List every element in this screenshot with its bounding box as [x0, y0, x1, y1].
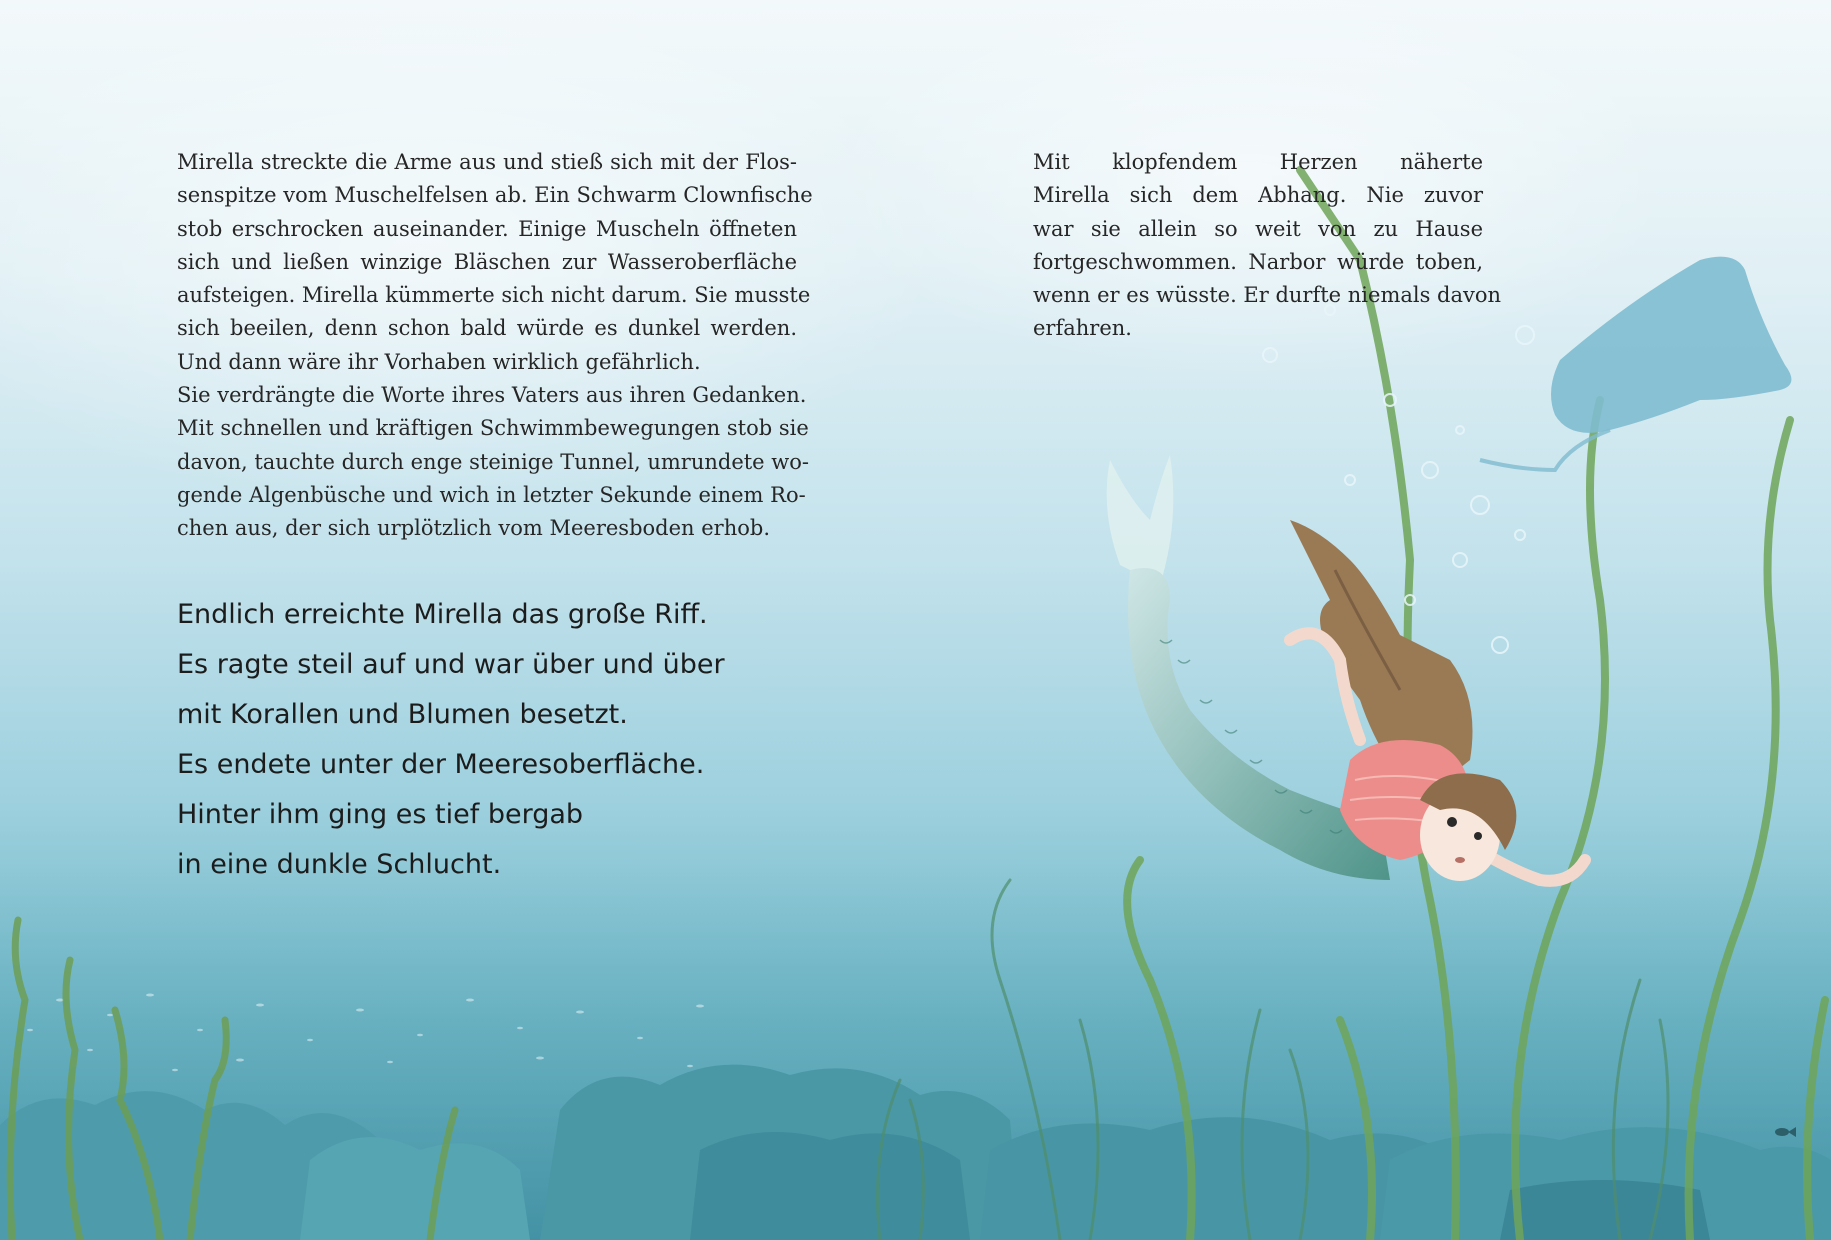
poem-text — [177, 590, 725, 890]
poem-line: mit Korallen und Blumen besetzt. — [177, 699, 628, 730]
text-line: senspitze vom Muschelfelsen ab. Ein Schwarm Clownfische — [177, 183, 813, 208]
text-line: Mirella streckte die Arme aus und stieß sich mit der Flos- — [177, 150, 797, 174]
text-line: fortgeschwommen. Narbor würde toben, — [1033, 249, 1483, 274]
poem-line: Es ragte steil auf und war über und über — [177, 649, 725, 680]
text-line: davon, tauchte durch enge steinige Tunnel, umrundete wo- — [177, 449, 809, 474]
text-line: Mit klopfendem Herzen näherte — [1033, 150, 1483, 174]
mermaid — [1107, 455, 1585, 881]
poem-line: Es endete unter der Meeresoberfläche. — [177, 749, 705, 780]
left-page-paragraph — [177, 146, 813, 546]
text-line: gende Algenbüsche und wich in letzter Sekunde einem Ro- — [177, 482, 806, 507]
text-line: Sie verdrängte die Worte ihres Vaters aus ihren Gedanken. — [177, 383, 807, 408]
text-line: stob erschrocken auseinander. Einige Muscheln öffneten — [177, 216, 797, 241]
text-line: sich beeilen, denn schon bald würde es dunkel werden. — [177, 316, 797, 341]
text-line: war sie allein so weit von zu Hause — [1033, 216, 1483, 241]
text-line: Und dann wäre ihr Vorhaben wirklich gefährlich. — [177, 349, 701, 374]
text-line: sich und ließen winzige Bläschen zur Wasseroberfläche — [177, 249, 797, 274]
poem-line: in eine dunkle Schlucht. — [177, 849, 502, 880]
right-page-paragraph — [1033, 146, 1502, 346]
poem-line: Endlich erreichte Mirella das große Riff. — [177, 599, 708, 630]
text-line: Mit schnellen und kräftigen Schwimmbewegungen stob sie — [177, 416, 809, 441]
text-line: erfahren. — [1033, 316, 1132, 341]
text-line: Mirella sich dem Abhang. Nie zuvor — [1033, 183, 1483, 208]
poem-line: Hinter ihm ging es tief bergab — [177, 799, 584, 830]
text-line: aufsteigen. Mirella kümmerte sich nicht darum. Sie musste — [177, 283, 811, 308]
text-line: wenn er es wüsste. Er durfte niemals davon — [1033, 283, 1502, 308]
text-line: chen aus, der sich urplötzlich vom Meeresboden erhob. — [177, 516, 770, 541]
